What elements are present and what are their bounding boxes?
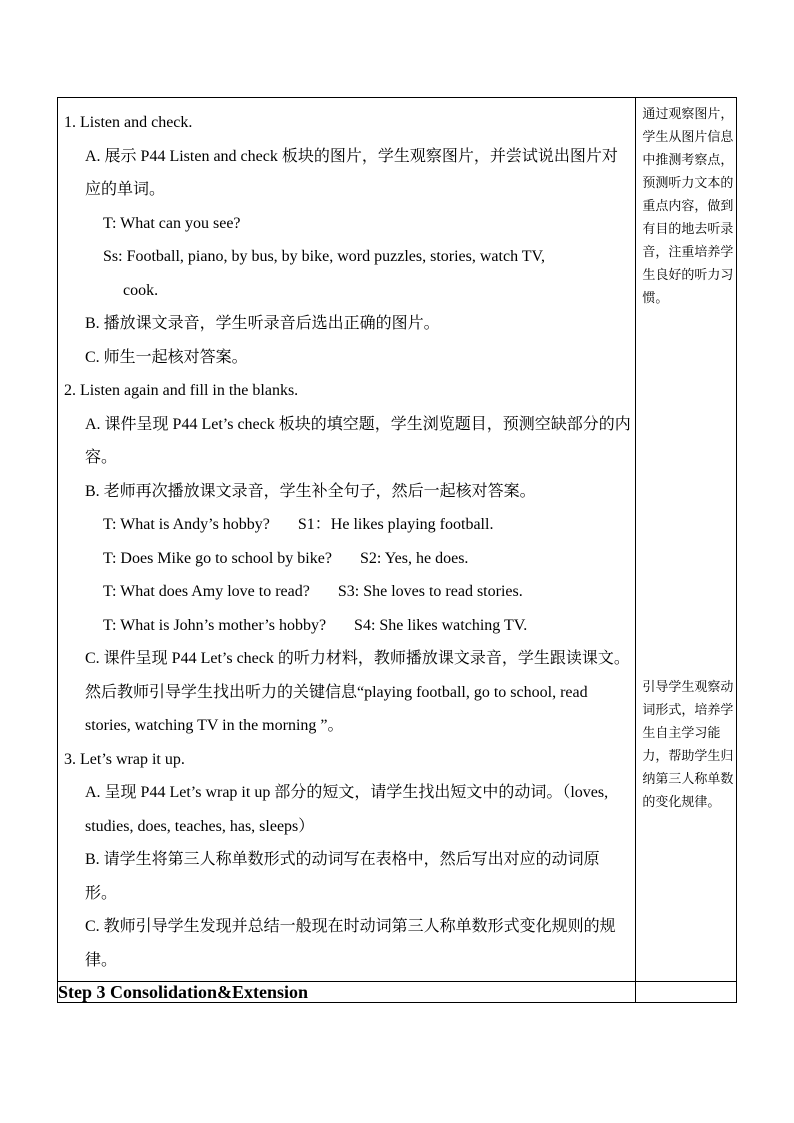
- dialog-answer: S3: She loves to read stories.: [337, 583, 523, 600]
- dialog-line: [64, 575, 631, 609]
- empty-cell: [636, 982, 737, 1003]
- dialog-line: T: What can you see?: [103, 214, 241, 232]
- step-line: A. 呈现 P44 Let’s wrap it up 部分的短文，请学生找出短文中的动词。（loves, studies, does, teaches, has, sleeps）: [85, 784, 609, 835]
- dialog-question: T: Does Mike go to school by bike?: [103, 549, 332, 567]
- dialog-question: T: What does Amy love to read?: [103, 583, 310, 600]
- step-line: C. 课件呈现 P44 Let’s check 的听力材料，教师播放课文录音，学生跟读课文。然后教师引导学生找出听力的关键信息“playing football, go to school, read stories, watching TV in the morning ”。: [85, 650, 630, 734]
- step-line: C. 教师引导学生发现并总结一般现在时动词第三人称单数形式变化规则的规律。: [85, 918, 616, 969]
- design-intent-cell: [636, 98, 737, 982]
- dialog-line: [64, 542, 631, 576]
- dialog-answer: S2: Yes, he does.: [359, 549, 469, 567]
- procedure-cell: [58, 98, 636, 982]
- dialog-line: [64, 609, 631, 643]
- dialog-answer: S1：He likes playing football.: [297, 516, 494, 533]
- dialog-line: Ss: Football, piano, by bus, by bike, word puzzles, stories, watch TV,: [103, 248, 546, 265]
- dialog-question: T: What is John’s mother’s hobby?: [103, 616, 327, 634]
- step-line: B. 播放课文录音，学生听录音后选出正确的图片。: [85, 315, 440, 332]
- dialog-answer: S4: She likes watching TV.: [354, 616, 528, 634]
- step-title: Step 3 Consolidation&Extension: [58, 982, 636, 1003]
- section-heading: 2. Listen again and fill in the blanks.: [64, 382, 299, 399]
- step-line: B. 老师再次播放课文录音，学生补全句子，然后一起核对答案。: [85, 482, 536, 500]
- design-note: 引导学生观察动词形式，培养学生自主学习能力，帮助学生归纳第三人称单数的变化规律。: [642, 679, 734, 809]
- lesson-plan-table: [57, 97, 737, 1003]
- table-row: [58, 982, 737, 1003]
- section-heading: 3. Let’s wrap it up.: [64, 750, 185, 768]
- step-line: C. 师生一起核对答案。: [85, 348, 248, 366]
- step-line: B. 请学生将第三人称单数形式的动词写在表格中，然后写出对应的动词原形。: [85, 851, 600, 902]
- section-heading: 1. Listen and check.: [64, 114, 193, 131]
- design-note: 通过观察图片，学生从图片信息中推测考察点，预测听力文本的重点内容，做到有目的地去听录音，注重培养学生良好的听力习惯。: [642, 106, 734, 305]
- step-line: A. 课件呈现 P44 Let’s check 板块的填空题，学生浏览题目，预测空缺部分的内容。: [85, 415, 631, 466]
- step-line: A. 展示 P44 Listen and check 板块的图片，学生观察图片，并尝试说出图片对应的单词。: [85, 147, 618, 198]
- dialog-question: T: What is Andy’s hobby?: [103, 516, 270, 533]
- dialog-line: cook.: [123, 281, 159, 299]
- table-row: [58, 98, 737, 982]
- dialog-line: [64, 508, 631, 542]
